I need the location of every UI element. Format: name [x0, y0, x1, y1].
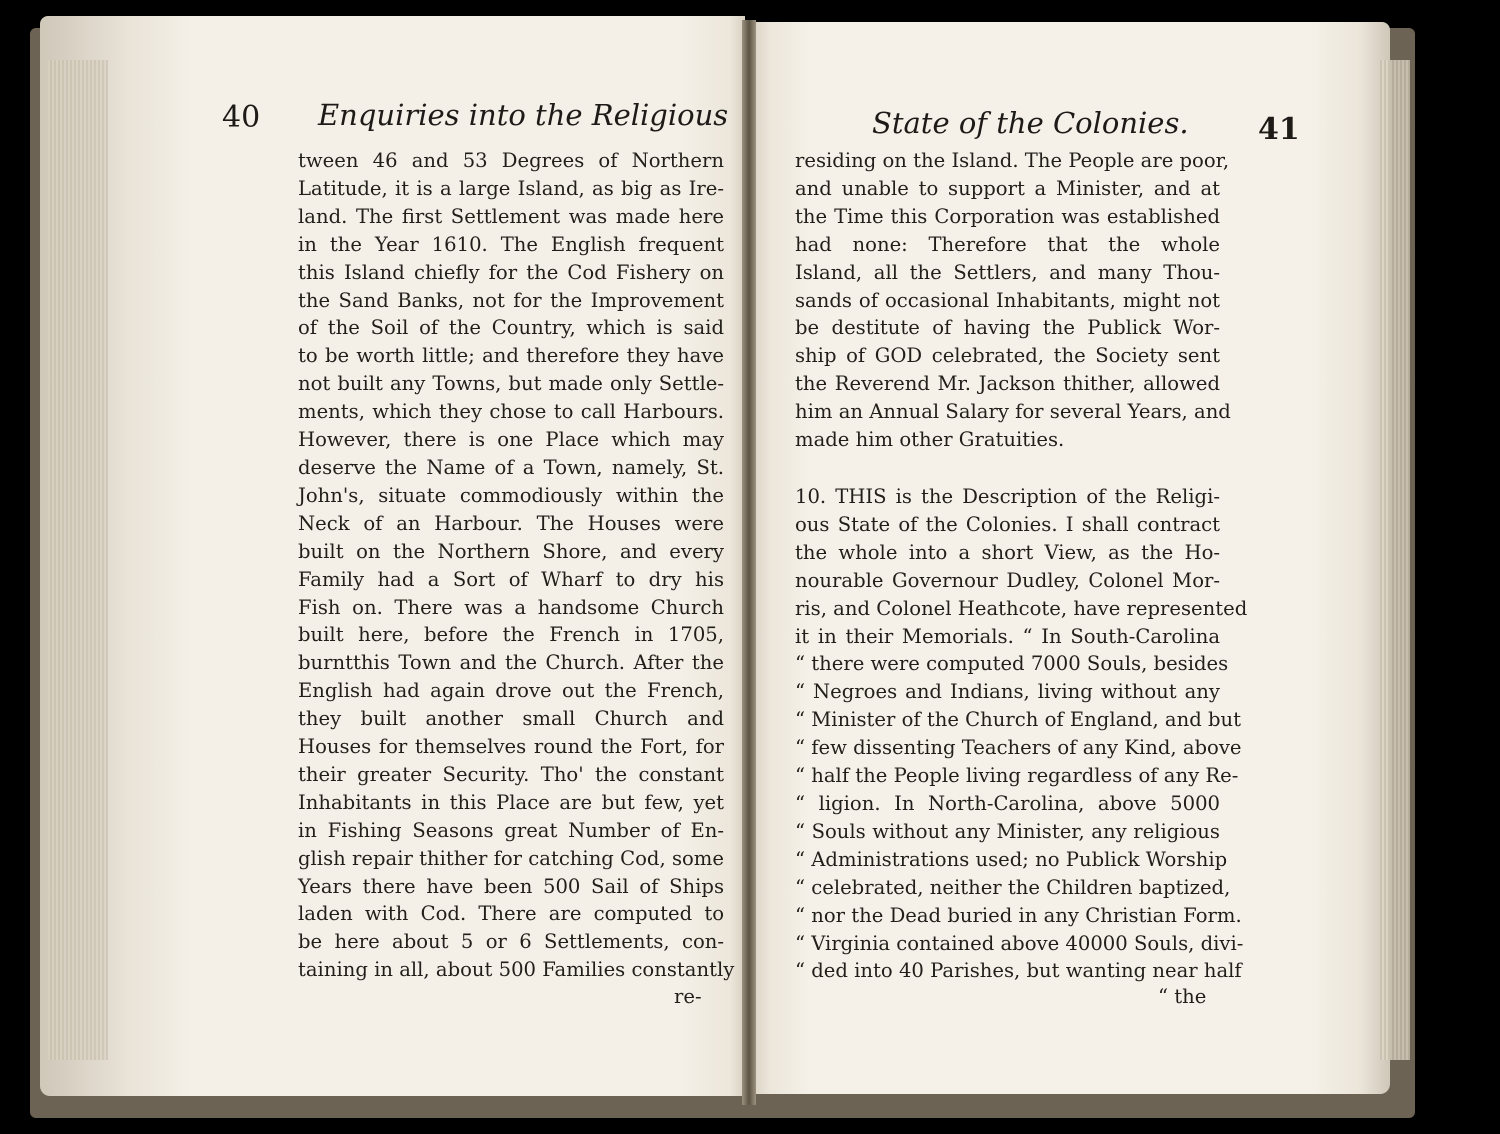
right-paragraph-1	[795, 147, 1231, 454]
text-line: of the Soil of the Country, which is said	[298, 316, 724, 340]
right-page-edges	[1380, 60, 1410, 1060]
text-line: the Sand Banks, not for the Improvement	[298, 288, 724, 312]
text-line: sands of occasional Inhabitants, might not	[795, 288, 1220, 312]
text-line: However, there is one Place which may	[298, 428, 724, 452]
text-line: ous State of the Colonies. I shall contract	[795, 512, 1220, 536]
text-line: not built any Towns, but made only Settle-	[298, 372, 724, 396]
text-line: Houses for themselves round the Fort, for	[298, 735, 724, 759]
text-line: taining in all, about 500 Families constantly	[298, 958, 735, 982]
text-line: “ Minister of the Church of England, and but	[795, 708, 1242, 732]
text-line: in the Year 1610. The English frequent	[298, 232, 724, 256]
left-running-head: Enquiries into the Religious	[318, 98, 729, 132]
text-line: nourable Governour Dudley, Colonel Mor-	[795, 568, 1220, 592]
text-line: ments, which they chose to call Harbours.	[298, 400, 724, 424]
text-line: Inhabitants in this Place are but few, yet	[298, 790, 724, 814]
left-page-edges	[48, 60, 108, 1060]
text-line: Latitude, it is a large Island, as big as Ire-	[298, 176, 724, 200]
text-line: this Island chiefly for the Cod Fishery on	[298, 260, 724, 284]
text-line: be destitute of having the Publick Wor-	[795, 316, 1220, 340]
text-line: ris, and Colonel Heathcote, have represented	[795, 596, 1248, 620]
text-line: Family had a Sort of Wharf to dry his	[298, 567, 724, 591]
text-line: “ ligion. In North-Carolina, above 5000	[795, 791, 1220, 815]
text-line: 10. THIS is the Description of the Religi-	[795, 485, 1220, 508]
text-line: their greater Security. Tho' the constant	[298, 762, 724, 786]
text-line: Years there have been 500 Sail of Ships	[298, 874, 724, 898]
text-line: Island, all the Settlers, and many Thou-	[795, 260, 1220, 284]
text-line: “ Souls without any Minister, any religious	[795, 819, 1220, 843]
text-line: “ there were computed 7000 Souls, besides	[795, 652, 1229, 676]
text-line: to be worth little; and therefore they have	[298, 344, 724, 368]
left-body-text	[298, 147, 735, 984]
text-line: Fish on. There was a handsome Church	[298, 595, 724, 619]
text-line: Neck of an Harbour. The Houses were	[298, 511, 724, 535]
text-line: deserve the Name of a Town, namely, St.	[298, 455, 724, 479]
text-line: built on the Northern Shore, and every	[298, 539, 724, 563]
text-line: residing on the Island. The People are poor,	[795, 149, 1230, 172]
text-line: the whole into a short View, as the Ho-	[795, 540, 1220, 564]
text-line: “ half the People living regardless of any Re-	[795, 764, 1239, 788]
text-line: “ nor the Dead buried in any Christian Form.	[795, 903, 1242, 927]
text-line: “ Negroes and Indians, living without any	[795, 680, 1220, 704]
right-paragraph-2	[795, 483, 1248, 985]
text-line: it in their Memorials. “ In South-Carolina	[795, 624, 1220, 648]
text-line: John's, situate commodiously within the	[298, 483, 724, 507]
text-line: “ few dissenting Teachers of any Kind, above	[795, 736, 1242, 760]
text-line: glish repair thither for catching Cod, some	[298, 846, 724, 870]
book-gutter	[742, 20, 756, 1105]
text-line: they built another small Church and	[298, 707, 724, 731]
right-page-number: 41	[1258, 112, 1300, 147]
text-line: “ ded into 40 Parishes, but wanting near half	[795, 959, 1242, 983]
text-line: him an Annual Salary for several Years, and	[795, 400, 1231, 424]
text-line: tween 46 and 53 Degrees of Northern	[298, 149, 724, 172]
text-line: the Reverend Mr. Jackson thither, allowed	[795, 372, 1220, 396]
text-line: be here about 5 or 6 Settlements, con-	[298, 930, 724, 954]
left-page-number: 40	[222, 100, 261, 135]
text-line: built here, before the French in 1705,	[298, 623, 724, 647]
right-running-head: State of the Colonies.	[872, 106, 1189, 140]
text-line: and unable to support a Minister, and at	[795, 176, 1220, 200]
text-line: the Time this Corporation was established	[795, 204, 1220, 228]
text-line: English had again drove out the French,	[298, 679, 724, 703]
text-line: laden with Cod. There are computed to	[298, 902, 724, 926]
right-catchword: “ the	[1158, 985, 1207, 1008]
text-line: in Fishing Seasons great Number of En-	[298, 818, 724, 842]
left-catchword: re-	[674, 985, 702, 1008]
text-line: burntthis Town and the Church. After the	[298, 651, 724, 675]
text-line: ship of GOD celebrated, the Society sent	[795, 344, 1220, 368]
text-line: land. The first Settlement was made here	[298, 204, 724, 228]
text-line: “ Administrations used; no Publick Worship	[795, 847, 1228, 871]
text-line: “ celebrated, neither the Children baptized,	[795, 875, 1231, 899]
text-line: had none: Therefore that the whole	[795, 232, 1220, 256]
text-line: made him other Gratuities.	[795, 428, 1065, 452]
text-line: “ Virginia contained above 40000 Souls, divi-	[795, 931, 1244, 955]
